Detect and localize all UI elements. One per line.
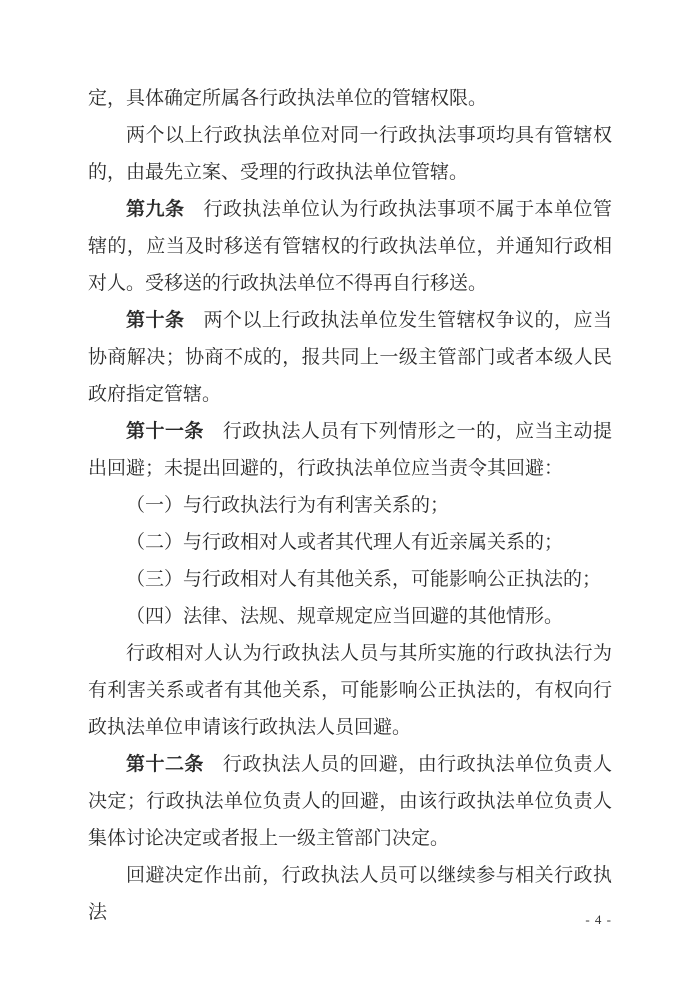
paragraph-article-9	[88, 191, 612, 302]
paragraph-text: 两个以上行政执法单位发生管辖权争议的，应当协商解决；协商不成的，报共同上一级主管部门或者本级人民政府指定管辖。	[88, 310, 612, 405]
paragraph-continuation: 定，具体确定所属各行政执法单位的管辖权限。	[88, 88, 488, 109]
paragraph: 行政相对人认为行政执法人员与其所实施的行政执法行为有利害关系或者有其他关系，可能影响公正执法的，有权向行政执法单位申请该行政执法人员回避。	[88, 643, 612, 738]
paragraph: 回避决定作出前，行政执法人员可以继续参与相关行政执法	[88, 865, 612, 923]
paragraph-article-11	[88, 413, 612, 487]
paragraph-text: 行政执法人员有下列情形之一的，应当主动提出回避；未提出回避的，行政执法单位应当责令其回避：	[88, 421, 612, 479]
list-item-3: （三）与行政相对人有其他关系，可能影响公正执法的；	[126, 569, 602, 590]
list-item-4: （四）法律、法规、规章规定应当回避的其他情形。	[126, 606, 564, 627]
list-item-1: （一）与行政执法行为有利害关系的；	[126, 495, 450, 516]
page-number: - 4 -	[585, 912, 612, 927]
paragraph-text: 行政执法单位认为行政执法事项不属于本单位管辖的，应当及时移送有管辖权的行政执法单位，并通知行政相对人。受移送的行政执法单位不得再自行移送。	[88, 199, 612, 294]
paragraph: 两个以上行政执法单位对同一行政执法事项均具有管辖权的，由最先立案、受理的行政执法单位管辖。	[88, 125, 612, 183]
article-number: 第九条	[126, 199, 185, 220]
article-number: 第十二条	[126, 754, 204, 775]
article-number: 第十条	[126, 310, 185, 331]
list-item-2: （二）与行政相对人或者其代理人有近亲属关系的；	[126, 532, 564, 553]
article-number: 第十一条	[126, 421, 204, 442]
paragraph-article-12	[88, 746, 612, 857]
paragraph-article-10	[88, 302, 612, 413]
paragraph-text: 行政执法人员的回避，由行政执法单位负责人决定；行政执法单位负责人的回避，由该行政执法单位负责人集体讨论决定或者报上一级主管部门决定。	[88, 754, 612, 849]
